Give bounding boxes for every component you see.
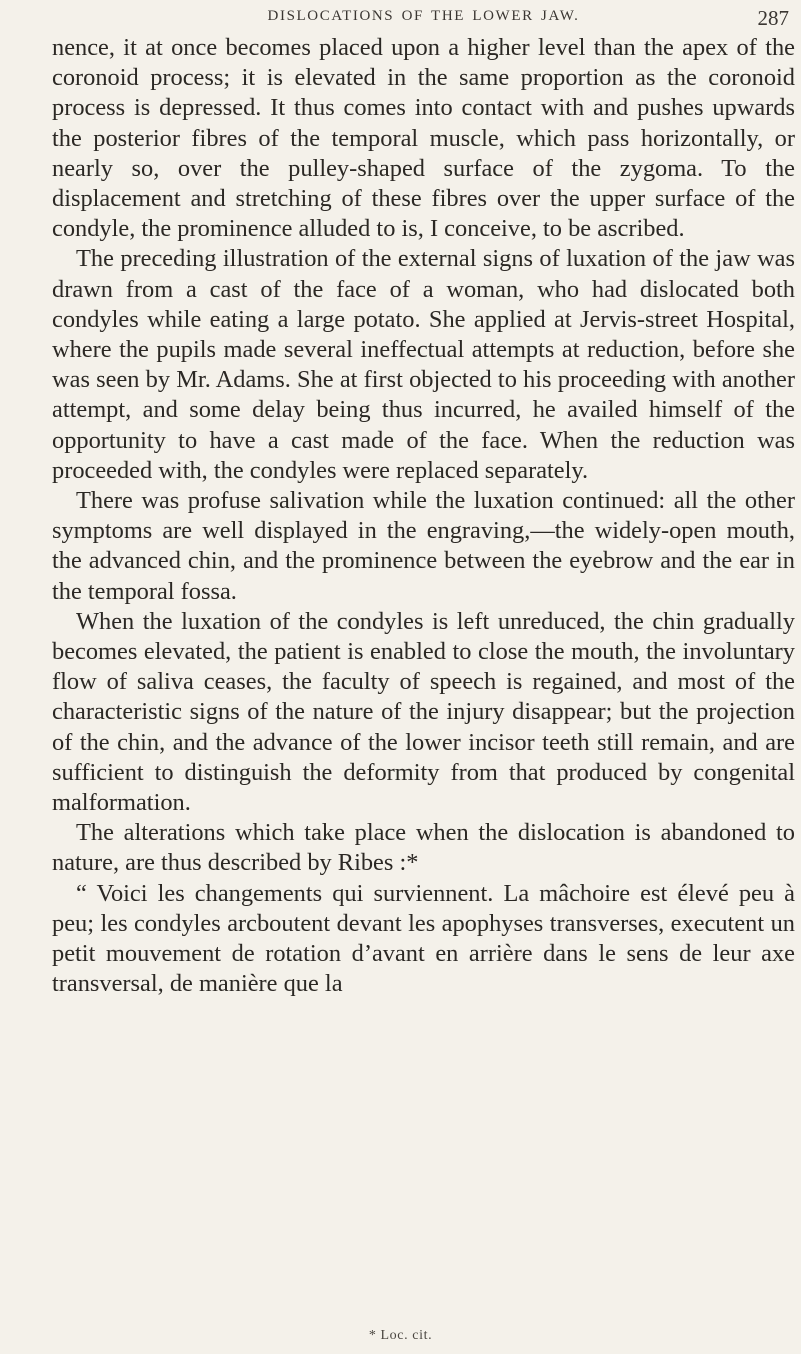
running-title: DISLOCATIONS OF THE LOWER JAW. [267, 8, 580, 24]
running-head [52, 8, 795, 32]
page-number: 287 [757, 6, 789, 30]
paragraph-french-quotation: “ Voici les changements qui surviennent. La mâchoire est élevé peu à peu; les condyles arcboutent devant les apophyses transverses, executent un petit mouvement de rotation d’avant en arrière dans le sens de leur axe transversal, de manière que la [52, 879, 795, 998]
paragraph-illustration-case: The preceding illustration of the external signs of luxation of the jaw was drawn from a cast of the face of a woman, who had dislocated both condyles while eating a large potato. She applied at Jervis-street Hospital, where the pupils made several ineffectual attempts at reduction, before she was seen by Mr. Adams. She at first objected to his proceeding with another attempt, and some delay being thus incurred, he availed himself of the opportunity to have a cast made of the face. When the reduction was proceeded with, the condyles were replaced separately. [52, 245, 795, 484]
paragraph-unreduced-luxation: When the luxation of the condyles is left unreduced, the chin gradually becomes elevated, the patient is enabled to close the mouth, the involuntary flow of saliva ceases, the faculty of speech is regained, and most of the characteristic signs of the nature of the injury disappear; but the projection of the chin, and the advance of the lower incisor teeth still remain, and are sufficient to distinguish the deformity from that produced by congenital malformation. [52, 607, 795, 817]
footnote: * Loc. cit. [368, 1328, 433, 1343]
paragraph-salivation: There was profuse salivation while the luxation continued: all the other symptoms are well displayed in the engraving,—the widely-open mouth, the advanced chin, and the prominence between the eyebrow and the ear in the temporal fossa. [52, 487, 795, 605]
paragraph-alterations: The alterations which take place when the dislocation is abandoned to nature, are thus described by Ribes :* [52, 819, 795, 877]
body-text [52, 33, 795, 1000]
paragraph-continuation: nence, it at once becomes placed upon a higher level than the apex of the coronoid process; it is elevated in the same proportion as the coronoid process is depressed. It thus comes into contact with and pushes upwards the posterior fibres of the temporal muscle, which pass horizontally, or nearly so, over the pulley-shaped surface of the zygoma. To the displacement and stretching of these fibres over the upper surface of the condyle, the prominence alluded to is, I conceive, to be ascribed. [52, 34, 795, 243]
